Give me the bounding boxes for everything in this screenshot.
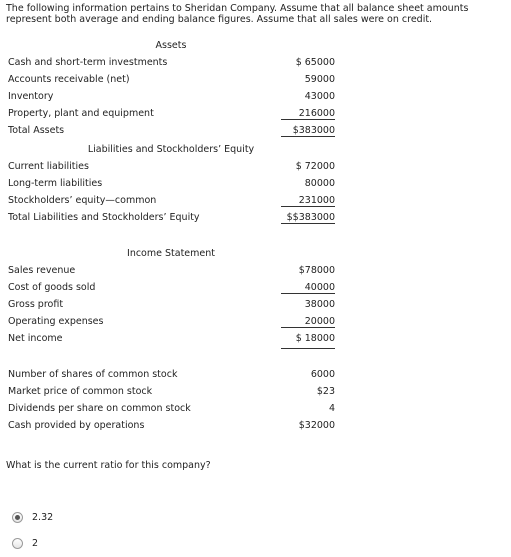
asset-label: Inventory xyxy=(8,91,54,102)
liability-total-label: Total Liabilities and Stockholders’ Equity xyxy=(8,212,200,223)
liability-label: Current liabilities xyxy=(8,161,89,172)
income-value: 38000 xyxy=(304,299,335,310)
income-header: Income Statement xyxy=(127,248,215,259)
asset-value: $ 65000 xyxy=(295,57,335,68)
other-value: $32000 xyxy=(298,420,335,431)
other-label: Market price of common stock xyxy=(8,386,153,397)
asset-label: Property, plant and equipment xyxy=(8,108,154,119)
income-label: Operating expenses xyxy=(8,316,104,327)
asset-total-label: Total Assets xyxy=(8,125,65,136)
liability-value: 231000 xyxy=(281,195,335,207)
assets-header: Assets xyxy=(155,40,187,51)
other-label: Number of shares of common stock xyxy=(8,369,178,380)
answer-option-label: 2.32 xyxy=(32,512,54,523)
income-value: $78000 xyxy=(298,265,335,276)
liabilities-header: Liabilities and Stockholders’ Equity xyxy=(87,144,255,155)
other-value: 4 xyxy=(328,403,335,414)
other-label: Cash provided by operations xyxy=(8,420,145,431)
net-income-rule xyxy=(281,348,335,349)
question-text: What is the current ratio for this company? xyxy=(6,460,211,471)
liability-total-value: $$383000 xyxy=(281,212,335,224)
income-label: Cost of goods sold xyxy=(8,282,96,293)
other-value: $23 xyxy=(316,386,335,397)
problem-intro: The following information pertains to Sheridan Company. Assume that all balance sheet amounts represent both average and ending balance figures. Assume that all sales were on credit. xyxy=(6,3,469,25)
answer-option-label: 2 xyxy=(32,538,39,549)
liability-value: 80000 xyxy=(304,178,335,189)
asset-label: Accounts receivable (net) xyxy=(8,74,130,85)
net-income-label: Net income xyxy=(8,333,63,344)
asset-value: 43000 xyxy=(304,91,335,102)
liability-label: Long-term liabilities xyxy=(8,178,103,189)
radio-button[interactable] xyxy=(12,538,23,549)
other-label: Dividends per share on common stock xyxy=(8,403,191,414)
asset-value: 59000 xyxy=(304,74,335,85)
other-value: 6000 xyxy=(310,369,335,380)
income-value: 40000 xyxy=(281,282,335,294)
liability-value: $ 72000 xyxy=(295,161,335,172)
income-label: Gross profit xyxy=(8,299,64,310)
asset-total-value: $383000 xyxy=(281,125,335,137)
asset-value: 216000 xyxy=(281,108,335,120)
income-label: Sales revenue xyxy=(8,265,76,276)
liability-label: Stockholders’ equity—common xyxy=(8,195,157,206)
net-income-value: $ 18000 xyxy=(295,333,335,344)
asset-label: Cash and short-term investments xyxy=(8,57,168,68)
income-value: 20000 xyxy=(281,316,335,328)
radio-button-selected[interactable] xyxy=(12,512,23,523)
